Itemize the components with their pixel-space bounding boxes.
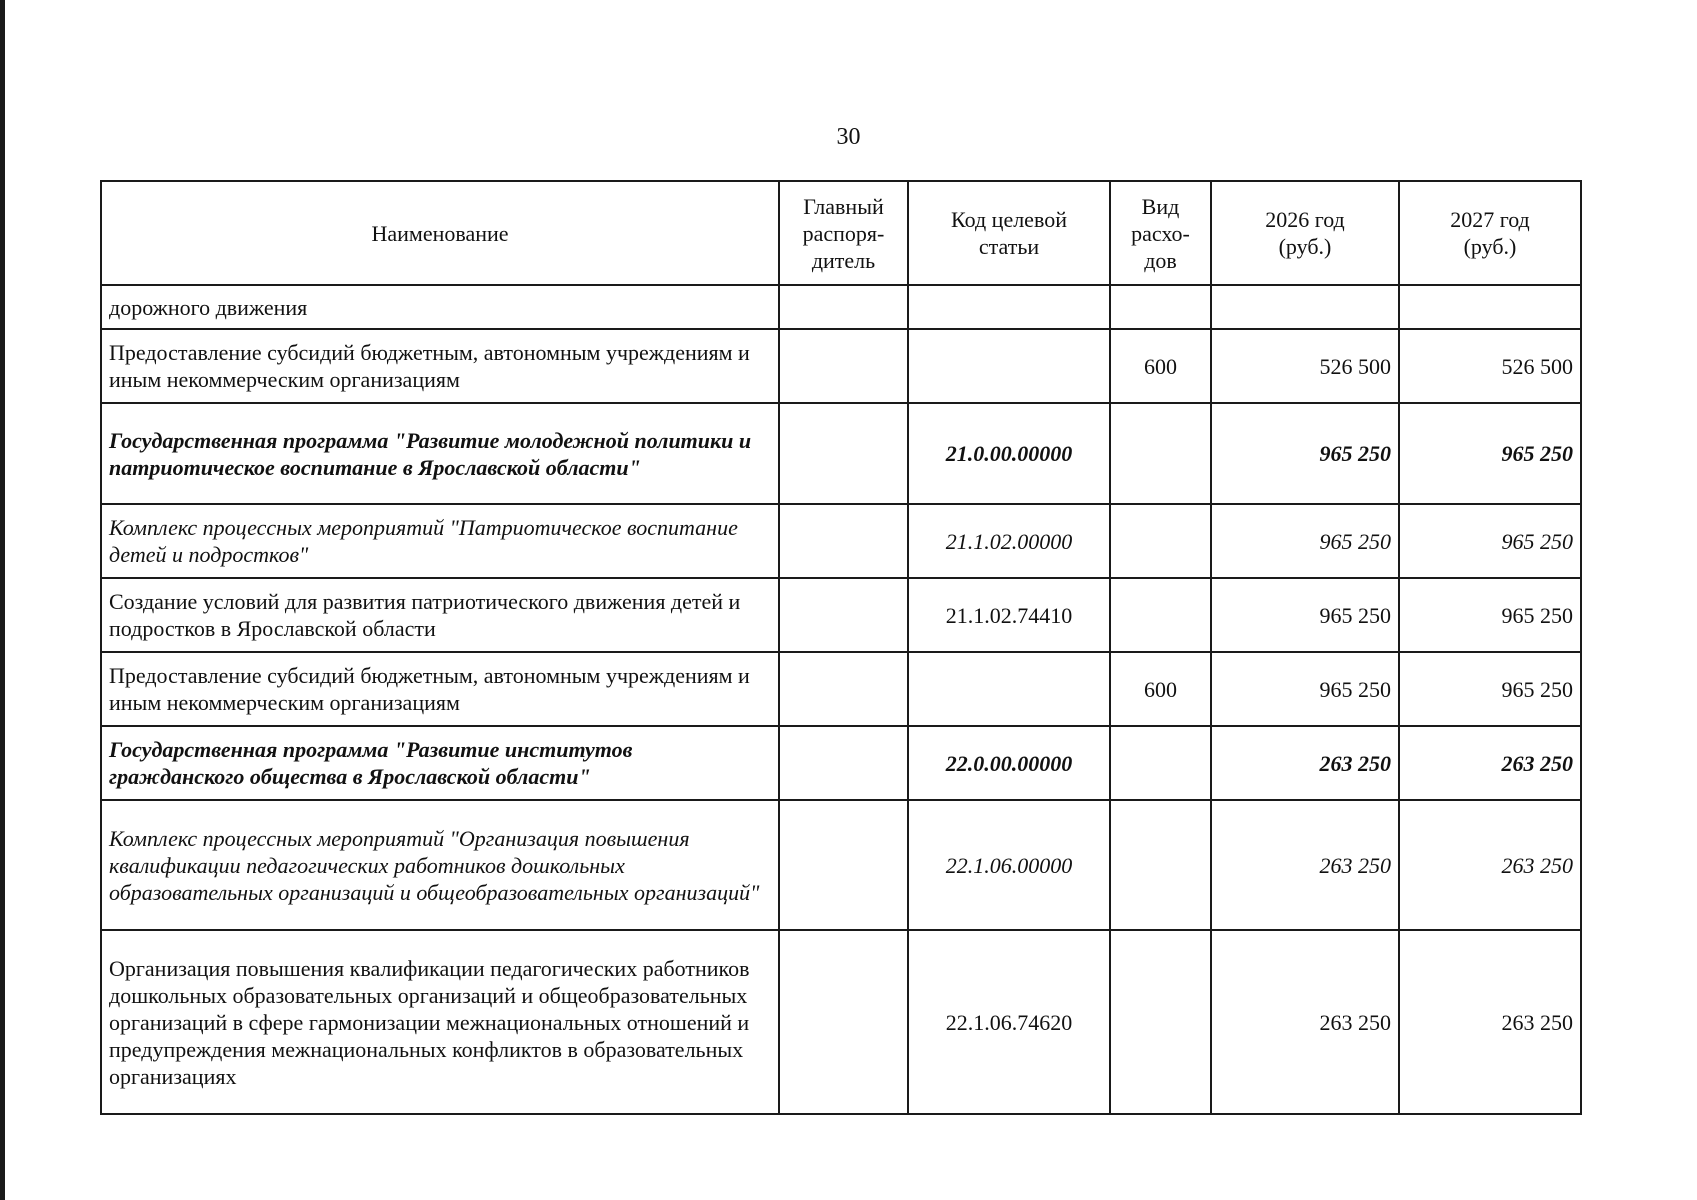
row-type [1110,285,1211,329]
header-2027 [1399,181,1581,285]
row-2027: 965 250 [1399,652,1581,726]
row-manager [779,285,908,329]
row-name: Организация повышения квалификации педагогических работников дошкольных образовательных организаций и общеобразовательных организаций в сфере гармонизации межнациональных отношений и предупреждения межнациональных конфликтов в образовательных организациях [101,930,779,1114]
row-code: 21.1.02.74410 [908,578,1110,652]
table-row [101,285,1581,329]
row-manager [779,504,908,578]
row-code: 21.1.02.00000 [908,504,1110,578]
page-number: 30 [836,124,861,150]
row-name: Комплекс процессных мероприятий "Патриотическое воспитание детей и подростков" [101,504,779,578]
header-name: Наименование [101,181,779,285]
row-2027: 965 250 [1399,403,1581,504]
row-code [908,652,1110,726]
row-code: 21.0.00.00000 [908,403,1110,504]
row-name: Комплекс процессных мероприятий "Организация повышения квалификации педагогических работников дошкольных образовательных организаций и общеобразовательных организаций" [101,800,779,930]
row-name: Государственная программа "Развитие молодежной политики и патриотическое воспитание в Ярославской области" [101,403,779,504]
row-code: 22.1.06.00000 [908,800,1110,930]
row-manager [779,726,908,800]
row-code: 22.1.06.74620 [908,930,1110,1114]
table-row [101,329,1581,403]
header-manager-label: Главный распоря-дитель [802,193,885,273]
table-row [101,403,1581,504]
row-type [1110,578,1211,652]
row-code: 22.0.00.00000 [908,726,1110,800]
row-type [1110,800,1211,930]
row-2027: 965 250 [1399,504,1581,578]
row-manager [779,800,908,930]
table-row [101,800,1581,930]
row-name: Предоставление субсидий бюджетным, автономным учреждениям и иным некоммерческим организациям [101,329,779,403]
row-2026: 263 250 [1211,800,1399,930]
row-2026: 965 250 [1211,504,1399,578]
row-2026: 965 250 [1211,578,1399,652]
row-manager [779,329,908,403]
row-type [1110,504,1211,578]
header-type-label: Вид расхо-дов [1131,193,1190,273]
header-type [1110,181,1211,285]
table-row [101,652,1581,726]
table-header-row [101,181,1581,285]
header-code-label: Код целевой статьи [951,207,1067,259]
row-manager [779,403,908,504]
table-row [101,504,1581,578]
row-manager [779,578,908,652]
row-name: дорожного движения [101,285,779,329]
header-2026-label: 2026 год (руб.) [1265,207,1345,259]
row-name: Государственная программа "Развитие институтов гражданского общества в Ярославской области" [101,726,779,800]
row-manager [779,930,908,1114]
row-type [1110,403,1211,504]
row-2027: 526 500 [1399,329,1581,403]
row-2026: 965 250 [1211,403,1399,504]
row-type: 600 [1110,329,1211,403]
row-2026: 263 250 [1211,930,1399,1114]
row-2026: 263 250 [1211,726,1399,800]
header-code [908,181,1110,285]
scan-left-edge [0,0,5,1200]
table-row [101,930,1581,1114]
row-2027 [1399,285,1581,329]
row-2027: 263 250 [1399,930,1581,1114]
row-type [1110,930,1211,1114]
row-code [908,285,1110,329]
row-type: 600 [1110,652,1211,726]
row-manager [779,652,908,726]
row-2027: 965 250 [1399,578,1581,652]
budget-table [100,180,1582,1115]
row-2026: 965 250 [1211,652,1399,726]
header-manager [779,181,908,285]
row-2027: 263 250 [1399,726,1581,800]
row-name: Создание условий для развития патриотического движения детей и подростков в Ярославской области [101,578,779,652]
row-2027: 263 250 [1399,800,1581,930]
row-2026 [1211,285,1399,329]
row-name: Предоставление субсидий бюджетным, автономным учреждениям и иным некоммерческим организациям [101,652,779,726]
row-2026: 526 500 [1211,329,1399,403]
header-2027-label: 2027 год (руб.) [1450,207,1530,259]
table-row [101,726,1581,800]
row-type [1110,726,1211,800]
table-row [101,578,1581,652]
row-code [908,329,1110,403]
header-2026 [1211,181,1399,285]
